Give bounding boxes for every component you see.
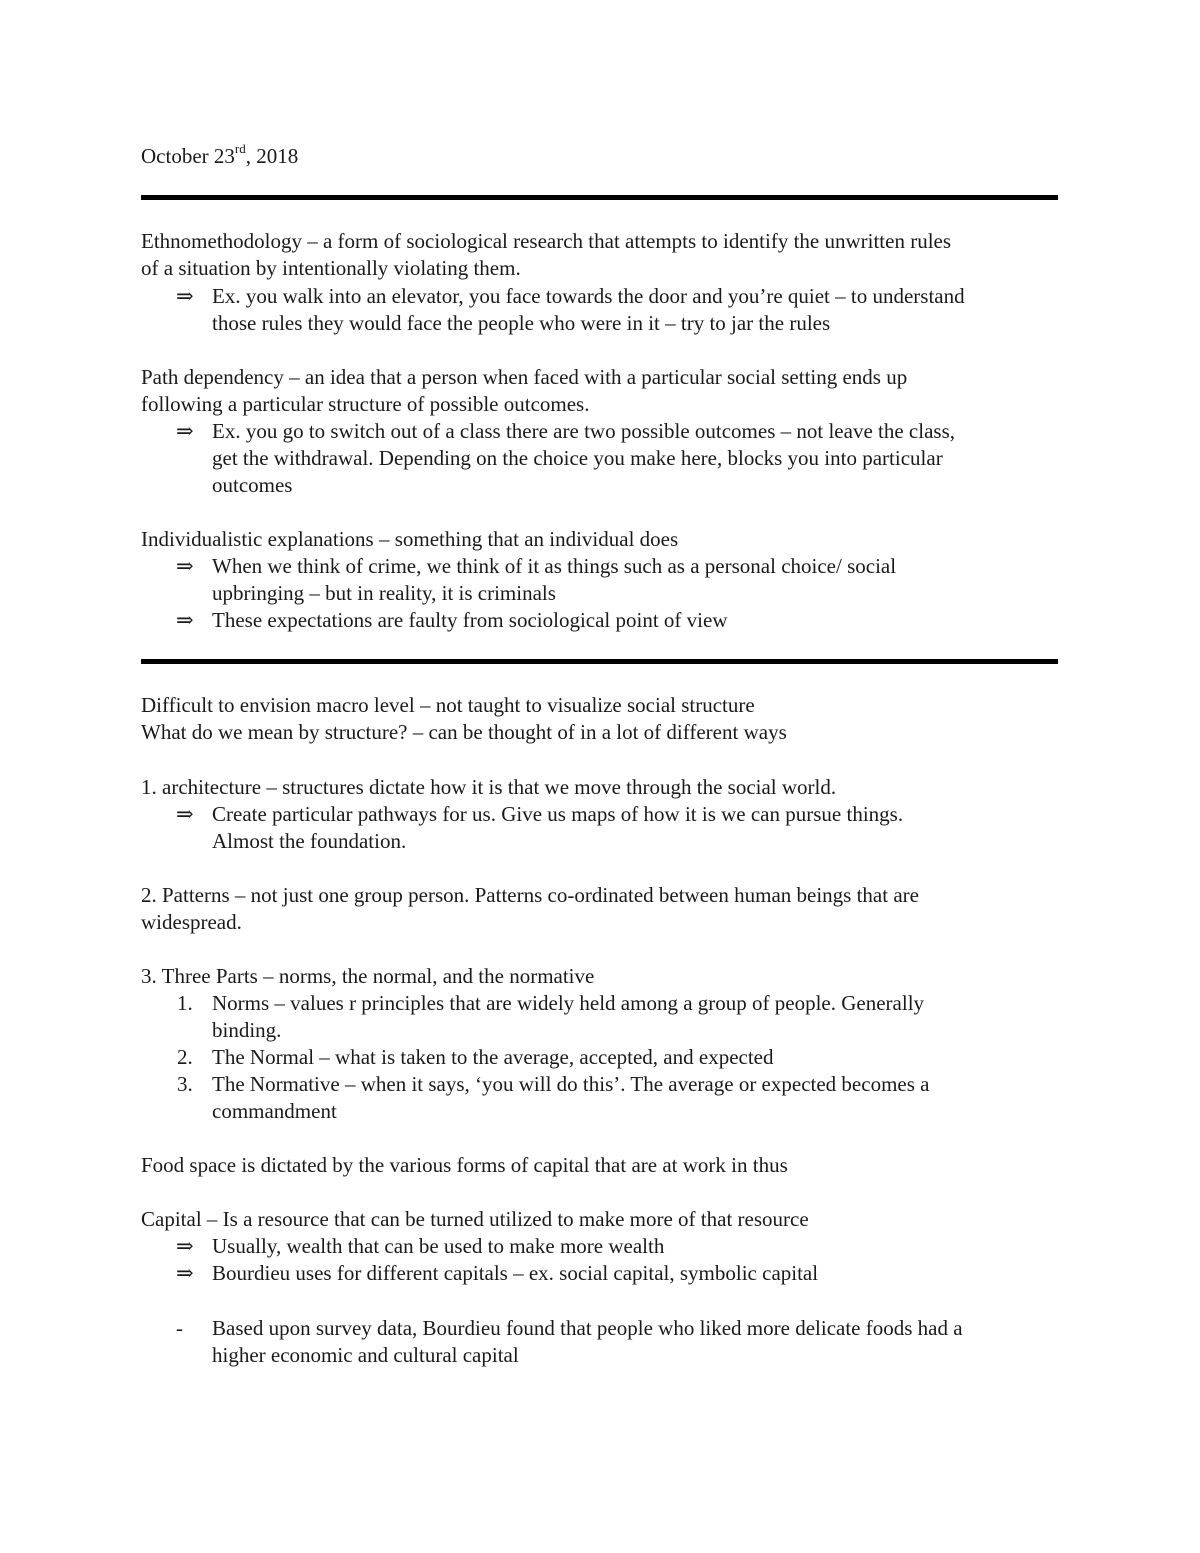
three-parts-line-1: 3. Three Parts – norms, the normal, and the normative [141, 964, 595, 988]
macro-line-2: What do we mean by structure? – can be thought of in a lot of different ways [141, 720, 787, 744]
patterns-line-2: widespread. [141, 910, 242, 934]
arrow-icon: ⇒ [176, 608, 194, 632]
indiv-bullet-2-line-1: These expectations are faulty from sociological point of view [212, 608, 728, 632]
path-bullet-1-line-1: Ex. you go to switch out of a class there are two possible outcomes – not leave the class, [212, 419, 955, 443]
horizontal-rule-middle [141, 659, 1058, 664]
date-year: , 2018 [245, 144, 299, 168]
horizontal-rule-top [141, 195, 1058, 200]
architecture-bullet-1-line-2: Almost the foundation. [212, 829, 407, 853]
architecture-line-1: 1. architecture – structures dictate how it is that we move through the social world. [141, 775, 837, 799]
date-main: October 23 [141, 144, 235, 168]
path-bullet-1 [176, 418, 955, 445]
arrow-icon: ⇒ [176, 419, 194, 443]
path-line-1: Path dependency – an idea that a person when faced with a particular social setting ends up [141, 365, 908, 389]
arrow-icon: ⇒ [176, 802, 194, 826]
capital-bullet-1-line-1: Usually, wealth that can be used to make more wealth [212, 1234, 665, 1258]
capital-bullet-1 [176, 1233, 665, 1260]
three-parts-item-1-line-1: Norms – values r principles that are widely held among a group of people. Generally [212, 991, 925, 1015]
capital-dash-1-line-1: Based upon survey data, Bourdieu found that people who liked more delicate foods had a [212, 1316, 963, 1340]
three-parts-item-3-line-1: The Normative – when it says, ‘you will do this’. The average or expected becomes a [212, 1072, 930, 1096]
path-line-2: following a particular structure of possible outcomes. [141, 392, 590, 416]
arrow-icon: ⇒ [176, 284, 194, 308]
ethno-bullet-1 [176, 283, 965, 310]
food-line-1: Food space is dictated by the various forms of capital that are at work in thus [141, 1153, 788, 1177]
path-bullet-1-line-2: get the withdrawal. Depending on the choice you make here, blocks you into particular [212, 446, 943, 470]
capital-line-1: Capital – Is a resource that can be turned utilized to make more of that resource [141, 1207, 809, 1231]
arrow-icon: ⇒ [176, 1261, 194, 1285]
three-parts-item-3-line-2: commandment [212, 1099, 337, 1123]
capital-dash-1 [176, 1315, 963, 1342]
three-parts-item-1 [177, 990, 925, 1017]
ethno-line-1: Ethnomethodology – a form of sociological research that attempts to identify the unwritten rules [141, 229, 952, 253]
three-parts-item-1-line-2: binding. [212, 1018, 282, 1042]
date-heading [141, 143, 298, 170]
capital-bullet-2-line-1: Bourdieu uses for different capitals – ex. social capital, symbolic capital [212, 1261, 819, 1285]
list-number: 1. [177, 991, 193, 1015]
dash-icon: - [176, 1316, 183, 1340]
indiv-bullet-1-line-2: upbringing – but in reality, it is criminals [212, 581, 556, 605]
three-parts-item-2 [177, 1044, 774, 1071]
arrow-icon: ⇒ [176, 554, 194, 578]
indiv-bullet-1 [176, 553, 897, 580]
arrow-icon: ⇒ [176, 1234, 194, 1258]
three-parts-item-2-line-1: The Normal – what is taken to the average, accepted, and expected [212, 1045, 774, 1069]
architecture-bullet-1-line-1: Create particular pathways for us. Give us maps of how it is we can pursue things. [212, 802, 904, 826]
indiv-line-1: Individualistic explanations – something that an individual does [141, 527, 679, 551]
capital-dash-1-line-2: higher economic and cultural capital [212, 1343, 519, 1367]
date-superscript: rd [234, 141, 246, 156]
capital-bullet-2 [176, 1260, 819, 1287]
indiv-bullet-2 [176, 607, 728, 634]
architecture-bullet-1 [176, 801, 904, 828]
path-bullet-1-line-3: outcomes [212, 473, 293, 497]
list-number: 2. [177, 1045, 193, 1069]
list-number: 3. [177, 1072, 193, 1096]
indiv-bullet-1-line-1: When we think of crime, we think of it as things such as a personal choice/ social [212, 554, 897, 578]
three-parts-item-3 [177, 1071, 930, 1098]
macro-line-1: Difficult to envision macro level – not taught to visualize social structure [141, 693, 755, 717]
ethno-bullet-1-line-2: those rules they would face the people who were in it – try to jar the rules [212, 311, 831, 335]
ethno-bullet-1-line-1: Ex. you walk into an elevator, you face towards the door and you’re quiet – to understand [212, 284, 965, 308]
patterns-line-1: 2. Patterns – not just one group person. Patterns co-ordinated between human beings that are [141, 883, 919, 907]
ethno-line-2: of a situation by intentionally violating them. [141, 256, 521, 280]
